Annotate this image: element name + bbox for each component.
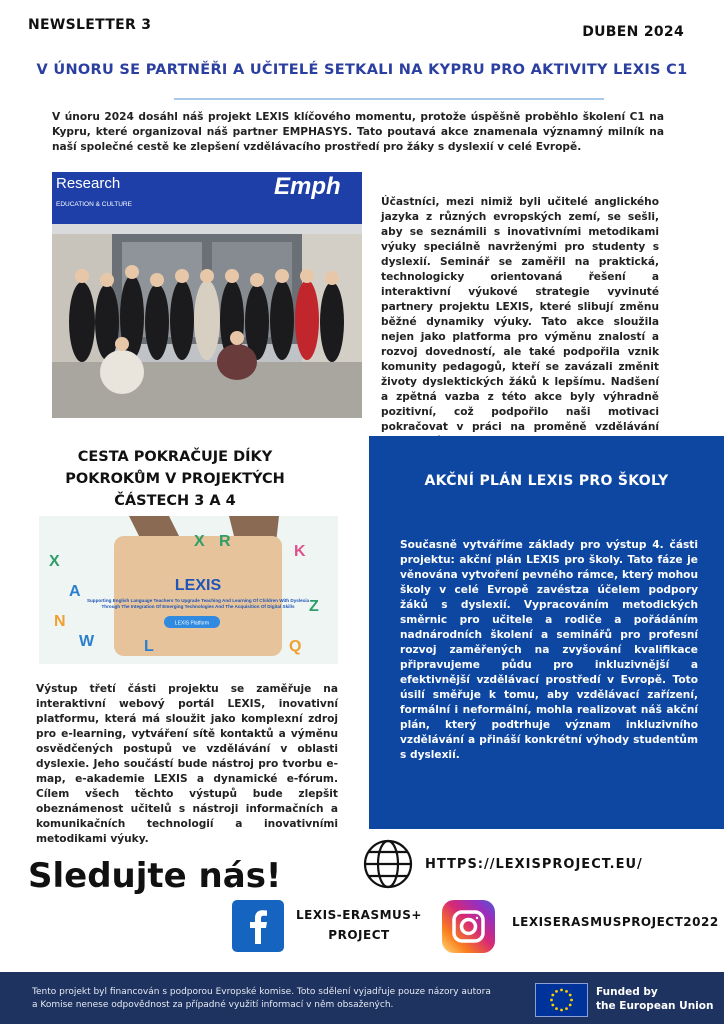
newsletter-number: NEWSLETTER 3 <box>28 17 152 33</box>
funded-by-eu-label <box>596 985 713 1013</box>
footer-disclaimer: Tento projekt byl financován s podporou Evropské komise. Toto sdělení vyjadřuje pouze názory autora a Komise nenese odpovědnost za případné využití informací v něm obsažených. <box>32 987 491 1010</box>
eu-star <box>570 999 573 1002</box>
group-photo <box>52 172 362 418</box>
eu-star <box>569 1004 572 1007</box>
lexis-image-caption: Supporting English Language Teachers To Upgrade Teaching And Learning Of Children With Dyslexia <box>86 598 310 603</box>
eu-star <box>551 1004 554 1007</box>
facebook-name-line: LEXIS-ERASMUS+ <box>296 908 422 922</box>
svg-text:A: A <box>69 583 81 600</box>
section-progress-title-line: CESTA POKRAČUJE DÍKY <box>77 449 273 465</box>
eu-star <box>565 990 568 993</box>
title-divider <box>174 98 604 100</box>
portal-paragraph: Výstup třetí části projektu se zaměřuje na interaktivní webový portál LEXIS, inovativní platformu, která má sloužit jako komplexní zdroj pro e-learning, vytváření sítě kontaktů a výměnu osvědčených postupů ve vzdělávání v oblasti dyslexie. Jeho součástí bude nástroj pro tvorbu e-map, e-akademie LEXIS a dynamické e-fórum. Cílem všech těchto výstupů bude zlepšit obeznámenost učitelů s nástroji informačních a komunikačních technologií a inovativními metodikami výuky. <box>36 683 338 845</box>
lexis-image-caption: Through The Integration Of Emerging Technologies And The Acquisition Of Digital Skills <box>101 604 295 609</box>
eu-star <box>560 1009 563 1012</box>
section-progress-title-line: POKROKŮM V PROJEKTÝCH <box>65 471 285 487</box>
svg-text:W: W <box>79 633 95 650</box>
lexis-platform-image <box>39 516 338 664</box>
instagram-link[interactable]: LEXISERASMUSPROJECT2022 <box>512 915 719 929</box>
intro-paragraph: V únoru 2024 dosáhl náš projekt LEXIS klíčového momentu, protože úspěšně proběhlo školení C1 na Kypru, které organizoval náš partner EMPHASYS. Tato poutavá akce znamenala významný milník na naší společné cestě ke zlepšení vzdělávacího prostředí pro žáky s dyslexií v celé Evropě. <box>52 111 664 153</box>
eu-star <box>560 989 563 992</box>
svg-text:K: K <box>294 543 306 560</box>
facebook-name-line: PROJECT <box>328 928 390 942</box>
section-progress-title <box>40 446 310 512</box>
eu-star <box>555 1007 558 1010</box>
action-plan-paragraph: Současně vytváříme základy pro výstup 4. části projektu: akční plán LEXIS pro školy. Tato fáze je věnována vytvoření pevného rámce, který mohou školy v celé Evropě zavéstza účelem podpory žáků s dyslexií. Vypracováním metodických směrnic pro učitele a rodiče a pořádáním nadnárodních školení a seminářů pro profesní rozvoj zaměřených na zvyšování kvalifikace připravujeme půdu pro inkluzivnější a efektivnější vzdělávací prostředí v Evropě. Toto úsilí směřuje k tomu, aby vzdělávací zařízení, formální i neformální, mohla realizovat náš akční plán, který podtrhuje význam inkluzivního vzdělávání a přináší konkrétní výhody studentům s dyslexií. <box>400 539 698 761</box>
sign-emphasys-text: Emph <box>274 173 341 200</box>
instagram-icon[interactable] <box>442 900 495 953</box>
eu-star <box>565 1007 568 1010</box>
main-title: V ÚNORU SE PARTNĚŘI A UČITELÉ SETKALI NA KYPRU PRO AKTIVITY LEXIS C1 <box>36 62 688 78</box>
follow-us-heading: Sledujte nás! <box>28 856 282 896</box>
svg-text:Z: Z <box>309 598 319 615</box>
svg-text:N: N <box>54 613 66 630</box>
newsletter-date: DUBEN 2024 <box>582 24 684 40</box>
participants-paragraph: Účastníci, mezi nimiž byli učitelé anglického jazyka z různých evropských zemí, se sešli, aby se seznámili s inovativními metodikami výuky speciálně navrženými pro studenty s dyslexií. Seminář se zaměřil na praktická, technologicky orientovaná řešení a interaktivní výukové strategie vyvinuté partnery projektu LEXIS, které slibují změnu běžné dynamiky výuky. Tato akce sloužila nejen jako platforma pro výměnu znalostí a rozvoj dovedností, ale také podpořila vznik komunity pedagogů, kteří se zavázali změnit životy dyslektických žáků k lepšímu. Nadšení a zpětná vazba z této akce byly výhradně pozitivní, což podpořilo naši motivaci pokračovat v práci na proměně vzdělávání <box>381 196 659 433</box>
funded-by-line: the European Union <box>596 1000 714 1012</box>
eu-star <box>555 990 558 993</box>
sign-research-text: Research <box>56 175 121 192</box>
eu-star <box>550 999 553 1002</box>
sign-education-text: EDUCATION & CULTURE <box>56 201 132 208</box>
eu-flag-icon <box>535 983 588 1017</box>
facebook-icon[interactable] <box>232 900 284 952</box>
facebook-link[interactable] <box>296 905 422 945</box>
svg-text:Q: Q <box>289 638 302 655</box>
globe-icon <box>362 838 414 890</box>
funded-by-line: Funded by <box>596 986 658 998</box>
lexis-image-heading: LEXIS <box>174 577 222 594</box>
lexis-platform-button[interactable]: LEXIS Platform <box>174 620 210 627</box>
section-progress-title-line: ČÁSTECH 3 A 4 <box>114 493 236 509</box>
svg-text:X: X <box>194 533 205 550</box>
svg-text:X: X <box>49 553 60 570</box>
svg-text:R: R <box>219 533 231 550</box>
svg-text:L: L <box>144 638 154 655</box>
action-plan-title: AKČNÍ PLÁN LEXIS PRO ŠKOLY <box>424 473 669 489</box>
eu-star <box>551 994 554 997</box>
eu-star <box>569 994 572 997</box>
website-link[interactable]: HTTPS://LEXISPROJECT.EU/ <box>425 857 643 872</box>
